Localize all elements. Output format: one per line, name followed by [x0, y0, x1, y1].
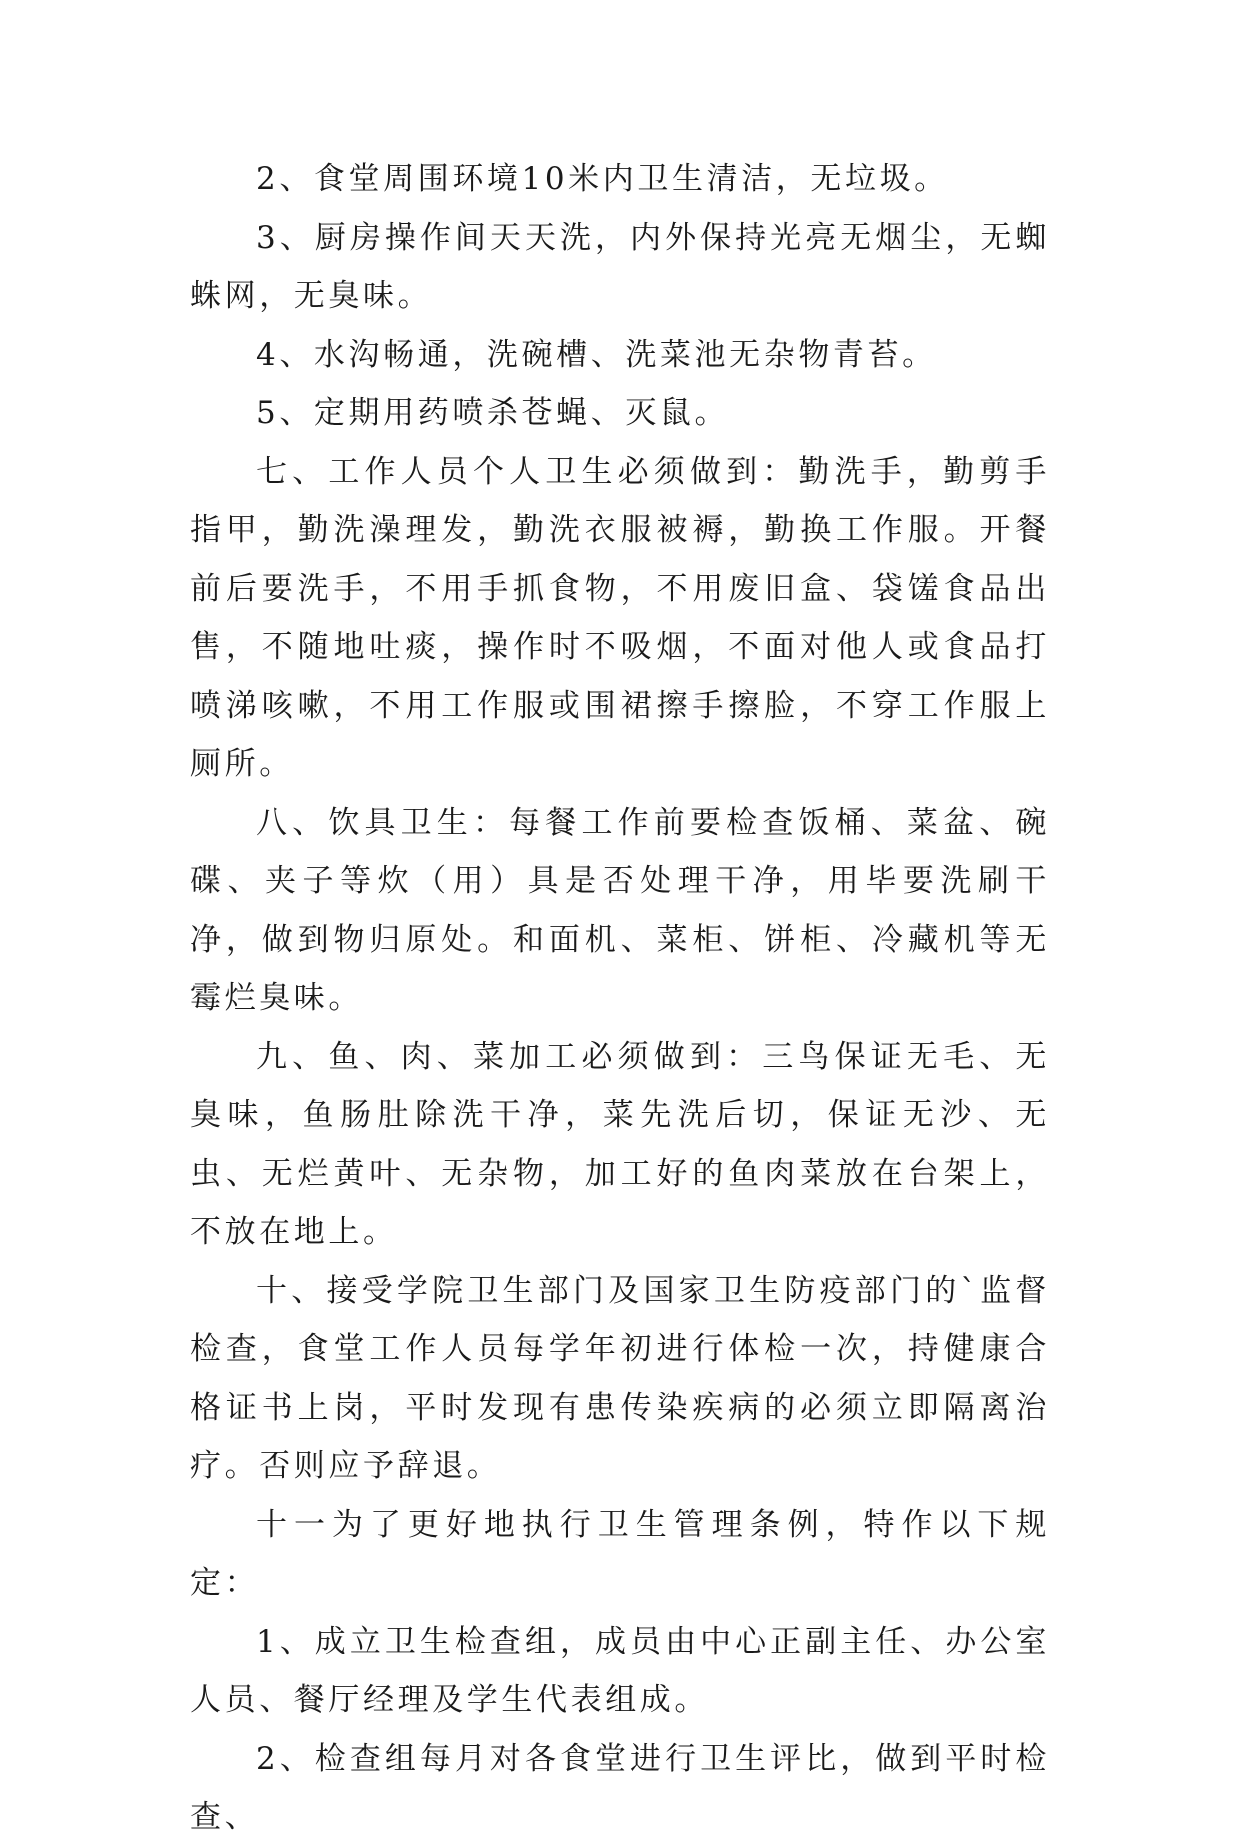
paragraph-inspection-team: 1、成立卫生检查组，成员由中心正副主任、办公室人员、餐厅经理及学生代表组成。 [190, 1623, 1050, 1718]
paragraph-utensil-hygiene: 八、饮具卫生：每餐工作前要检查饭桶、菜盆、碗碟、夹子等炊（用）具是否处理干净，用毕要洗刷干净，做到物归原处。和面机、菜柜、饼柜、冷藏机等无霉烂臭味。 [190, 804, 1050, 1016]
paragraph-pest-control: 5、定期用药喷杀苍蝇、灭鼠。 [256, 395, 730, 431]
paragraph-inspection: 十、接受学院卫生部门及国家卫生防疫部门的`监督检查，食堂工作人员每学年初进行体检一次，持健康合格证书上岗，平时发现有患传染疾病的必须立即隔离治疗。否则应予辞退。 [190, 1272, 1050, 1484]
document-page [190, 150, 1050, 1847]
paragraph-regulations-intro: 十一为了更好地执行卫生管理条例，特作以下规定： [190, 1506, 1050, 1601]
paragraph-env-clean: 2、食堂周围环境10米内卫生清洁，无垃圾。 [256, 161, 949, 197]
paragraph-kitchen-wash: 3、厨房操作间天天洗，内外保持光亮无烟尘，无蜘蛛网，无臭味。 [190, 219, 1050, 314]
paragraph-monthly-review: 2、检查组每月对各食堂进行卫生评比，做到平时检查、 [190, 1740, 1050, 1835]
paragraph-drains: 4、水沟畅通，洗碗槽、洗菜池无杂物青苔。 [256, 336, 937, 373]
paragraph-food-processing: 九、鱼、肉、菜加工必须做到：三鸟保证无毛、无臭味，鱼肠肚除洗干净，菜先洗后切，保证无沙、无虫、无烂黄叶、无杂物，加工好的鱼肉菜放在台架上，不放在地上。 [190, 1038, 1050, 1250]
paragraph-staff-hygiene: 七、工作人员个人卫生必须做到：勤洗手，勤剪手指甲，勤洗澡理发，勤洗衣服被褥，勤换工作服。开餐前后要洗手，不用手抓食物，不用废旧盒、袋馐食品出售，不随地吐痰，操作时不吸烟，不面对他人或食品打喷涕咳嗽，不用工作服或围裙擦手擦脸，不穿工作服上厕所。 [190, 453, 1050, 782]
